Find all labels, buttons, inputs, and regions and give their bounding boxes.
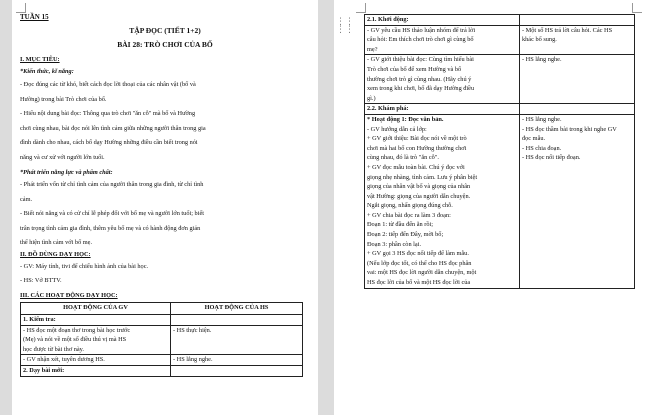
text-line: năng và cư xử với người lớn tuổi. xyxy=(20,153,105,161)
cell-line: - HS đọc thầm bài trong khi nghe GV xyxy=(522,125,617,133)
teacher-activity-cell xyxy=(365,55,520,104)
cell-line: - Một số HS trả lời câu hỏi. Các HS xyxy=(522,26,613,34)
cell-line: mẹ? xyxy=(367,45,378,53)
cell-line: vai: một HS đọc lời người dẫn chuyện, một xyxy=(367,269,477,277)
table-row xyxy=(365,25,635,55)
table-row xyxy=(21,315,303,326)
cell-line: học được từ bài thơ này. xyxy=(23,345,84,353)
cell-line: 2.1. Khởi động: xyxy=(367,16,409,23)
cell-line: - GV hướng dẫn cả lớp: xyxy=(367,125,427,133)
cell-line: câu hỏi: Em thích chơi trò chơi gì cùng bố xyxy=(367,36,474,44)
cell-line: xem trong khi chơi, bố đã dạy Hường điều xyxy=(367,85,475,93)
table-row xyxy=(365,114,635,288)
student-activity-cell xyxy=(520,15,635,26)
text-line: trân trọng tình cảm gia đình, thêm yêu bố mẹ và có hành động đơn giản xyxy=(20,224,201,232)
teacher-activity-cell xyxy=(21,355,171,366)
week-label: TUẦN 15 xyxy=(20,13,49,21)
cell-line: - HS lắng nghe. xyxy=(522,115,562,123)
table-row xyxy=(21,355,303,366)
cell-line: đọc mẫu. xyxy=(522,135,546,143)
text-line: cảm. xyxy=(20,195,33,203)
student-activity-cell xyxy=(171,365,303,376)
teacher-activity-cell xyxy=(365,15,520,26)
cell-line: (Nếu lớp đọc tốt, có thể cho HS đọc phân xyxy=(367,259,472,267)
student-column-header: HOẠT ĐỘNG CỦA HS xyxy=(171,303,303,315)
student-activity-cell xyxy=(520,114,635,288)
teacher-activity-cell xyxy=(365,114,520,288)
cell-line: HS đọc lời của bố và một HS đọc lời của xyxy=(367,279,471,287)
table-row xyxy=(365,104,635,115)
document-page-left xyxy=(12,0,318,415)
cell-line: - HS lắng nghe. xyxy=(173,356,213,364)
cell-line: thường chơi trò gì cùng nhau. (Hãy chú ý xyxy=(367,75,472,83)
cell-line: + GV đọc mẫu toàn bài. Chú ý đọc với xyxy=(367,163,465,171)
student-activity-cell xyxy=(171,325,303,355)
cell-line: gì.) xyxy=(367,94,376,102)
materials-heading: II. ĐỒ DÙNG DẠY HỌC: xyxy=(20,251,91,258)
drag-handle-icon[interactable]: ⋮⋮ ⋮⋮ xyxy=(336,17,354,35)
cell-line: 2. Dạy bài mới: xyxy=(23,366,65,374)
student-activity-cell xyxy=(520,104,635,115)
table-row xyxy=(365,55,635,104)
cell-line: (Mẹ) và nói về một số điều thú vị mà HS xyxy=(23,336,127,344)
cell-line: + GV gọi 3 HS đọc nối tiếp để làm mẫu. xyxy=(367,250,469,258)
text-line: đình dành cho nhau, cách bố dạy Hường những điều cần biết trong nói xyxy=(20,139,198,146)
teacher-activity-cell xyxy=(21,365,171,376)
cell-line: - GV nhận xét, tuyên dương HS. xyxy=(23,356,105,364)
cell-line: - HS chia đoạn. xyxy=(522,144,562,152)
activities-table xyxy=(20,302,303,377)
cell-line: giọng của nhân vật bố và giọng của nhân xyxy=(367,183,471,191)
text-line: - Hiểu nội dung bài đọc: Thông qua trò chơi "ăn cỗ" mà bố và Hường xyxy=(20,110,196,117)
table-row xyxy=(21,365,303,376)
activities-table-continued xyxy=(364,14,635,289)
page-corner-mark xyxy=(356,3,366,13)
page-corner-mark xyxy=(632,3,642,13)
lesson-subtitle: BÀI 28: TRÒ CHƠI CỦA BỐ xyxy=(117,40,213,49)
student-activity-cell xyxy=(520,55,635,104)
student-activity-cell xyxy=(171,355,303,366)
text-line: - GV: Máy tính, tivi để chiếu hình ảnh của bài học. xyxy=(20,263,149,270)
table-row xyxy=(365,15,635,26)
teacher-activity-cell xyxy=(21,325,171,355)
cell-line: cùng nhau, đó là trò "ăn cỗ". xyxy=(367,154,439,162)
cell-line: - HS đọc nối tiếp đoạn. xyxy=(522,154,581,162)
teacher-activity-cell xyxy=(365,104,520,115)
knowledge-heading: *Kiến thức, kĩ năng: xyxy=(20,68,74,75)
cell-line: Trò chơi của bố để xem Hường và bố xyxy=(367,65,462,73)
page-corner-mark xyxy=(16,3,26,13)
text-line: - Biết nói năng và có cử chỉ lễ phép đối với bố mẹ và người lớn tuổi; biết xyxy=(20,210,204,217)
cell-line: - HS thực hiện. xyxy=(173,326,212,334)
cell-line: * Hoạt động 1: Đọc văn bản. xyxy=(367,115,444,123)
cell-line: Đoạn 1: từ đầu đến ăn rồi; xyxy=(367,221,434,229)
cell-line: giọng nhẹ nhàng, tình cảm. Lưu ý phân biệt xyxy=(367,173,478,181)
cell-line: - GV giới thiệu bài đọc: Cùng tìm hiểu bài xyxy=(367,56,474,64)
cell-line: - HS lắng nghe. xyxy=(522,56,562,64)
teacher-activity-cell xyxy=(365,25,520,55)
text-line: thể hiện tình cảm với bố mẹ. xyxy=(20,239,93,246)
cell-line: 2.2. Khám phá: xyxy=(367,105,409,113)
text-line: Hường) trong bài Trò chơi của bố. xyxy=(20,95,107,103)
teacher-activity-cell xyxy=(21,315,171,326)
objectives-heading: I. MỤC TIÊU: xyxy=(20,56,60,63)
cell-line: - GV yêu cầu HS thảo luận nhóm để trả lời xyxy=(367,26,476,34)
text-line: - HS: Vở BTTV. xyxy=(20,277,62,284)
teacher-column-header: HOẠT ĐỘNG CỦA GV xyxy=(21,303,171,315)
document-page-right xyxy=(334,0,650,415)
competence-heading: *Phát triển năng lực và phẩm chất: xyxy=(20,169,113,176)
text-line: - Phát triển vốn từ chỉ tình cảm của người thân trong gia đình, từ chỉ tình xyxy=(20,181,204,188)
cell-line: Đoạn 3: phần còn lại. xyxy=(367,240,422,248)
cell-line: + GV chia bài đọc ra làm 3 đoạn: xyxy=(367,211,451,219)
activities-heading: III. CÁC HOẠT ĐỘNG DẠY HỌC: xyxy=(20,292,118,299)
student-activity-cell xyxy=(520,25,635,55)
cell-line: khác bổ sung. xyxy=(522,36,557,44)
student-activity-cell xyxy=(171,315,303,326)
text-line: - Đọc đúng các từ khó, biết cách đọc lời thoại của các nhân vật (bố và xyxy=(20,81,196,88)
text-line: chơi cùng nhau, bài đọc nói lên tình cảm giữa những người thân trong gia xyxy=(20,124,206,132)
table-row xyxy=(21,325,303,355)
cell-line: Đoạn 2: tiếp đến Đây, mời bố; xyxy=(367,231,444,239)
cell-line: + GV giới thiệu: Bài đọc nói về một trò xyxy=(367,135,467,143)
cell-line: vật Hường: giọng của người dẫn chuyện. xyxy=(367,192,471,200)
cell-line: - HS đọc một đoạn thơ trong bài học trước xyxy=(23,326,131,334)
cell-line: chơi mà hai bố con Hường thường chơi xyxy=(367,144,467,152)
cell-line: 1. Kiểm tra: xyxy=(23,316,56,323)
lesson-title: TẬP ĐỌC (TIẾT 1+2) xyxy=(129,26,201,35)
cell-line: Ngắt giọng, nhấn giọng đúng chỗ. xyxy=(367,202,453,210)
